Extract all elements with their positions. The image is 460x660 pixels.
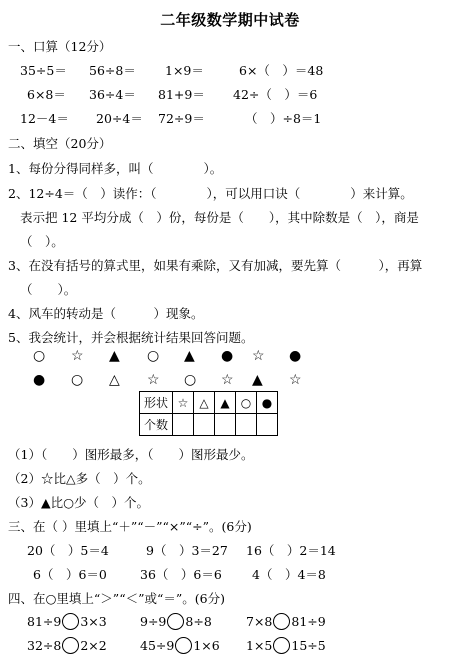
mental-math-item: 20÷4＝ <box>96 111 143 126</box>
operator-item: 16（ ）2＝14 <box>246 543 336 558</box>
answer-1: （1）（ ）图形最多，（ ）图形最少。 <box>8 447 254 462</box>
shape-count-table <box>139 391 278 436</box>
operator-item: 6（ ）6＝0 <box>33 567 107 582</box>
compare-item <box>246 613 326 630</box>
table-answer-cell[interactable] <box>173 414 194 436</box>
compare-item <box>246 637 326 654</box>
operator-item: 9（ ）3＝27 <box>146 543 228 558</box>
shape-star-outline-icon: ☆ <box>147 372 160 388</box>
shape-circle-filled-icon: ● <box>289 348 302 364</box>
answer-circle[interactable] <box>62 613 79 630</box>
table-cell-triangle-outline: △ <box>194 392 215 414</box>
section-4-heading: 四、在○里填上“＞”“＜”或“＝”。(6分) <box>8 591 225 606</box>
question-2-line-3: （ ）。 <box>20 234 64 249</box>
table-answer-cell[interactable] <box>215 414 236 436</box>
mental-math-item: 36÷4＝ <box>89 87 136 102</box>
mental-math-item: 35÷5＝ <box>20 63 67 78</box>
section-2-heading: 二、填空（20分） <box>8 136 112 151</box>
table-row <box>140 414 278 436</box>
compare-left: 7×8 <box>246 614 273 629</box>
shape-star-outline-icon: ☆ <box>71 348 84 364</box>
table-cell-star: ☆ <box>173 392 194 414</box>
shape-circle-filled-icon: ● <box>221 348 234 364</box>
table-cell-circle-filled: ● <box>257 392 278 414</box>
answer-circle[interactable] <box>175 637 192 654</box>
answer-2: （2）☆比△多（ ）个。 <box>8 471 151 486</box>
mental-math-item: 81+9＝ <box>158 87 205 102</box>
compare-right: 1×6 <box>193 638 220 653</box>
question-4: 4、风车的转动是（ ）现象。 <box>8 306 204 321</box>
question-3-line-2: （ ）。 <box>20 282 77 297</box>
shape-circle-outline-icon: ○ <box>147 348 160 364</box>
table-answer-cell[interactable] <box>194 414 215 436</box>
answer-3: （3）▲比○少（ ）个。 <box>8 495 149 510</box>
table-header-shape: 形状 <box>140 392 173 414</box>
table-answer-cell[interactable] <box>257 414 278 436</box>
compare-right: 3×3 <box>80 614 107 629</box>
shape-star-outline-icon: ☆ <box>289 372 302 388</box>
shape-triangle-filled-icon: ▲ <box>184 348 195 364</box>
compare-item <box>27 613 107 630</box>
compare-left: 1×5 <box>246 638 273 653</box>
shape-triangle-filled-icon: ▲ <box>252 372 263 388</box>
question-3-line-1: 3、在没有括号的算式里，如果有乘除，又有加减，要先算（ ），再算 <box>8 258 423 273</box>
table-cell-circle-outline: ○ <box>236 392 257 414</box>
mental-math-item: 1×9＝ <box>165 63 204 78</box>
compare-left: 9÷9 <box>140 614 167 629</box>
table-header-count: 个数 <box>140 414 173 436</box>
compare-right: 2×2 <box>80 638 107 653</box>
compare-right: 8÷8 <box>185 614 212 629</box>
operator-item: 20（ ）5＝4 <box>27 543 109 558</box>
compare-left: 45÷9 <box>140 638 175 653</box>
table-answer-cell[interactable] <box>236 414 257 436</box>
page-title: 二年级数学期中试卷 <box>160 11 300 29</box>
section-3-heading: 三、在（ ）里填上“＋”“－”“×”“÷”。(6分) <box>8 519 252 534</box>
mental-math-item: 6×（ ）＝48 <box>239 63 324 78</box>
question-2-line-1: 2、12÷4＝（ ）读作：（ ），可以用口诀（ ）来计算。 <box>8 186 413 201</box>
compare-item <box>140 613 212 630</box>
answer-circle[interactable] <box>167 613 184 630</box>
mental-math-item: 72÷9＝ <box>158 111 205 126</box>
shape-circle-outline-icon: ○ <box>71 372 84 388</box>
compare-item <box>140 637 220 654</box>
mental-math-item: （ ）÷8＝1 <box>245 111 322 126</box>
shape-triangle-outline-icon: △ <box>109 372 120 388</box>
mental-math-item: 56÷8＝ <box>89 63 136 78</box>
shape-triangle-filled-icon: ▲ <box>109 348 120 364</box>
shape-star-outline-icon: ☆ <box>221 372 234 388</box>
answer-circle[interactable] <box>273 637 290 654</box>
mental-math-item: 6×8＝ <box>27 87 66 102</box>
compare-right: 15÷5 <box>291 638 326 653</box>
compare-item <box>27 637 107 654</box>
mental-math-item: 12－4＝ <box>20 111 69 126</box>
question-1: 1、每份分得同样多，叫（ ）。 <box>8 161 223 176</box>
question-5: 5、我会统计，并会根据统计结果回答问题。 <box>8 330 254 345</box>
shape-star-outline-icon: ☆ <box>252 348 265 364</box>
mental-math-item: 42÷（ ）＝6 <box>233 87 318 102</box>
question-2-line-2: 表示把 12 平均分成（ ）份，每份是（ ），其中除数是（ ），商是 <box>20 210 419 225</box>
compare-left: 81÷9 <box>27 614 62 629</box>
compare-left: 32÷8 <box>27 638 62 653</box>
operator-item: 36（ ）6＝6 <box>140 567 222 582</box>
shape-circle-filled-icon: ● <box>33 372 46 388</box>
table-cell-triangle-filled: ▲ <box>215 392 236 414</box>
answer-circle[interactable] <box>273 613 290 630</box>
operator-item: 4（ ）4＝8 <box>252 567 326 582</box>
section-1-heading: 一、口算（12分） <box>8 39 112 54</box>
compare-right: 81÷9 <box>291 614 326 629</box>
table-row <box>140 392 278 414</box>
answer-circle[interactable] <box>62 637 79 654</box>
shape-circle-outline-icon: ○ <box>184 372 197 388</box>
shape-circle-outline-icon: ○ <box>33 348 46 364</box>
